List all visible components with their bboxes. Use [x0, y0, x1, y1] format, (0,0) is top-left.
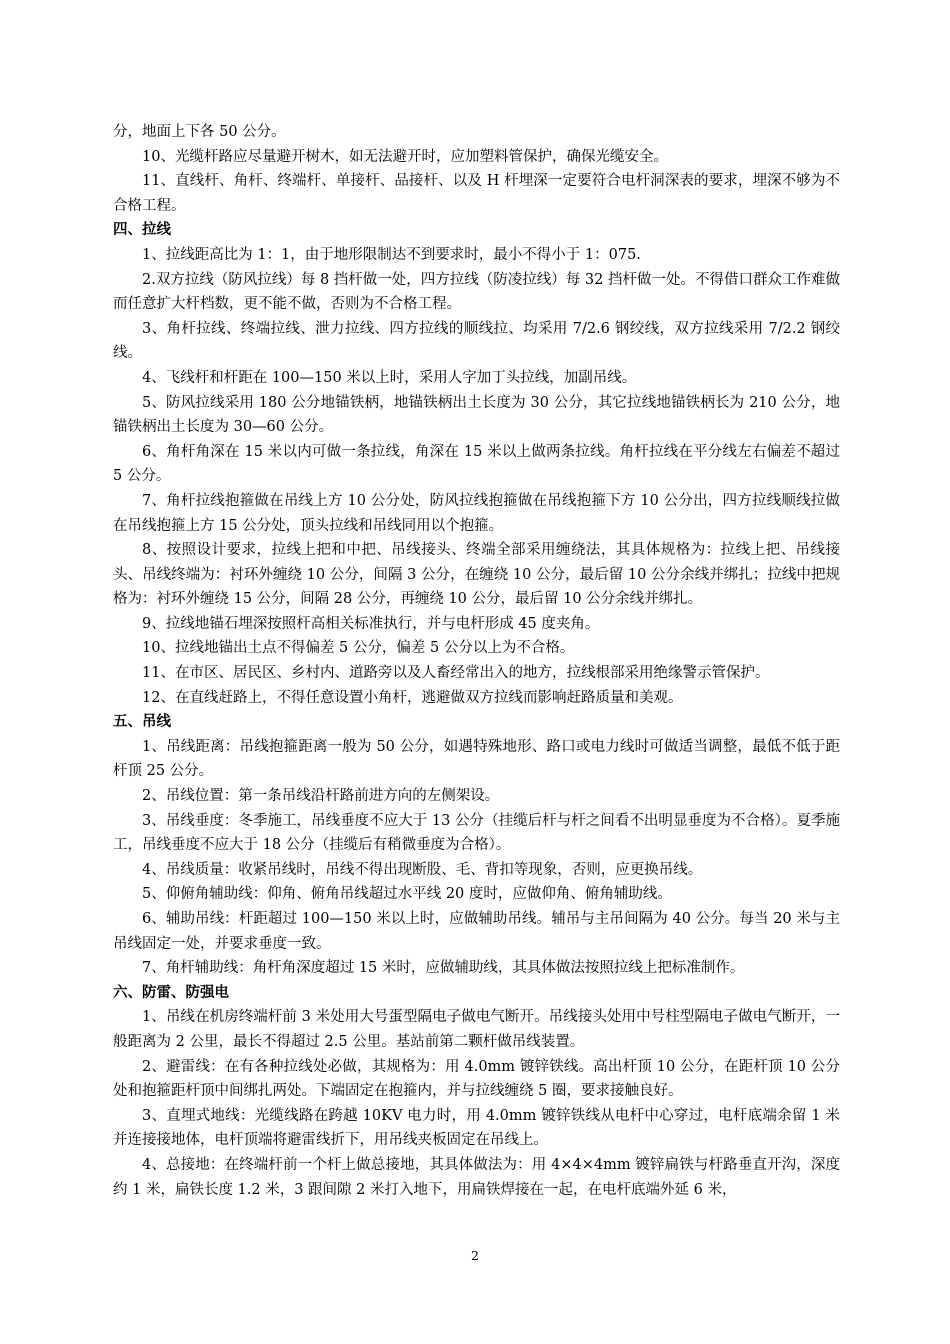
paragraph: 4、总接地：在终端杆前一个杆上做总接地，其具体做法为：用 4×4×4mm 镀锌扁铁与杆路垂直开沟，深度约 1 米，扁铁长度 1.2 米，3 跟间隙 2 米打入地下，用扁铁焊接在一起，在电杆底端外延 6 米，	[113, 1156, 840, 1198]
paragraph: 4、飞线杆和杆距在 100—150 米以上时，采用人字加丁头拉线，加副吊线。	[142, 369, 637, 386]
paragraph: 6、角杆角深在 15 米以内可做一条拉线，角深在 15 米以上做两条拉线。角杆拉线在平分线左右偏差不超过 5 公分。	[113, 443, 840, 485]
paragraph: 1、吊线距离：吊线抱箍距离一般为 50 公分，如遇特殊地形、路口或电力线时可做适当调整，最低不低于距杆顶 25 公分。	[113, 738, 840, 780]
paragraph: 5、仰俯角辅助线：仰角、俯角吊线超过水平线 20 度时，应做仰角、俯角辅助线。	[142, 886, 672, 903]
document-body	[113, 120, 840, 1202]
paragraph: 11、在市区、居民区、乡村内、道路旁以及人畜经常出入的地方，拉线根部采用绝缘警示管保护。	[142, 665, 770, 682]
paragraph: 7、角杆拉线抱箍做在吊线上方 10 公分处，防风拉线抱箍做在吊线抱箍下方 10 公分出，四方拉线顺线拉做在吊线抱箍上方 15 公分处，顶头拉线和吊线同用以个抱箍。	[113, 492, 840, 534]
paragraph: 11、直线杆、角杆、终端杆、单接杆、品接杆、以及 H 杆埋深一定要符合电杆洞深表的要求，埋深不够为不合格工程。	[113, 173, 840, 214]
paragraph: 4、吊线质量：收紧吊线时，吊线不得出现断股、毛、背扣等现象，否则，应更换吊线。	[142, 861, 703, 878]
paragraph: 2、吊线位置：第一条吊线沿杆路前进方向的左侧架设。	[142, 788, 500, 805]
paragraph: 8、按照设计要求，拉线上把和中把、吊线接头、终端全部采用缠绕法，其具体规格为：拉线上把、吊线接头、吊线终端为：衬环外缠绕 10 公分，间隔 3 公分，在缠绕 10 公分，最后留 10 公分余线并绑扎；拉线中把规格为：衬环外缠绕 15 公分，间隔 28 公分，再缠绕 10 公分，最后留 10 公分余线并绑扎。	[113, 542, 840, 608]
paragraph: 9、拉线地锚石埋深按照杆高相关标准执行，并与电杆形成 45 度夹角。	[142, 615, 600, 632]
page-number: 2	[471, 1248, 479, 1263]
paragraph: 分，地面上下各 50 公分。	[113, 124, 286, 140]
paragraph: 6、辅助吊线：杆距超过 100—150 米以上时，应做辅助吊线。辅吊与主吊间隔为 40 公分。每当 20 米与主吊线固定一处，并要求垂度一致。	[113, 911, 840, 952]
paragraph: 10、光缆杆路应尽量避开树木，如无法避开时，应加塑料管保护，确保光缆安全。	[142, 148, 668, 165]
paragraph: 2.双方拉线（防风拉线）每 8 挡杆做一处，四方拉线（防凌拉线）每 32 挡杆做一处。不得借口群众工作难做而任意扩大杆档数，更不能不做，否则为不合格工程。	[113, 271, 840, 313]
paragraph: 2、避雷线：在有各种拉线处必做，其规格为：用 4.0mm 镀锌铁线。高出杆顶 10 公分，在距杆顶 10 公分处和抱箍距杆顶中间绑扎两处。下端固定在抱箍内，并与拉线缠绕 5 圈，要求接触良好。	[113, 1058, 840, 1100]
section-heading: 四、拉线	[113, 221, 171, 239]
paragraph: 1、拉线距高比为 1：1，由于地形限制达不到要求时，最小不得小于 1：075.	[142, 246, 641, 263]
paragraph: 10、拉线地锚出土点不得偏差 5 公分，偏差 5 公分以上为不合格。	[142, 640, 575, 657]
paragraph: 3、直埋式地线：光缆线路在跨越 10KV 电力时，用 4.0mm 镀锌铁线从电杆中心穿过，电杆底端余留 1 米并连接接地体，电杆顶端将避雷线折下，用吊线夹板固定在吊线上。	[113, 1107, 840, 1149]
section-heading: 六、防雷、防强电	[113, 983, 229, 1001]
paragraph: 1、吊线在机房终端杆前 3 米处用大号蛋型隔电子做电气断开。吊线接头处用中号柱型隔电子做电气断开，一般距离为 2 公里，最长不得超过 2.5 公里。基站前第二颗杆做吊线装置。	[113, 1009, 840, 1050]
paragraph: 12、在直线赶路上，不得任意设置小角杆，逃避做双方拉线而影响赶路质量和美观。	[142, 689, 683, 706]
paragraph: 5、防风拉线采用 180 公分地锚铁柄，地锚铁柄出土长度为 30 公分，其它拉线地锚铁柄长为 210 公分，地锚铁柄出土长度为 30—60 公分。	[113, 394, 840, 436]
paragraph: 3、吊线垂度：冬季施工，吊线垂度不应大于 13 公分（挂缆后杆与杆之间看不出明显垂度为不合格）。夏季施工，吊线垂度不应大于 18 公分（挂缆后有稍微垂度为合格）。	[113, 812, 840, 854]
section-heading: 五、吊线	[113, 713, 171, 731]
paragraph: 7、角杆辅助线：角杆角深度超过 15 米时，应做辅助线，其具体做法按照拉线上把标准制作。	[142, 960, 745, 977]
paragraph: 3、角杆拉线、终端拉线、泄力拉线、四方拉线的顺线拉、均采用 7/2.6 钢绞线，双方拉线采用 7/2.2 钢绞线。	[113, 320, 840, 362]
